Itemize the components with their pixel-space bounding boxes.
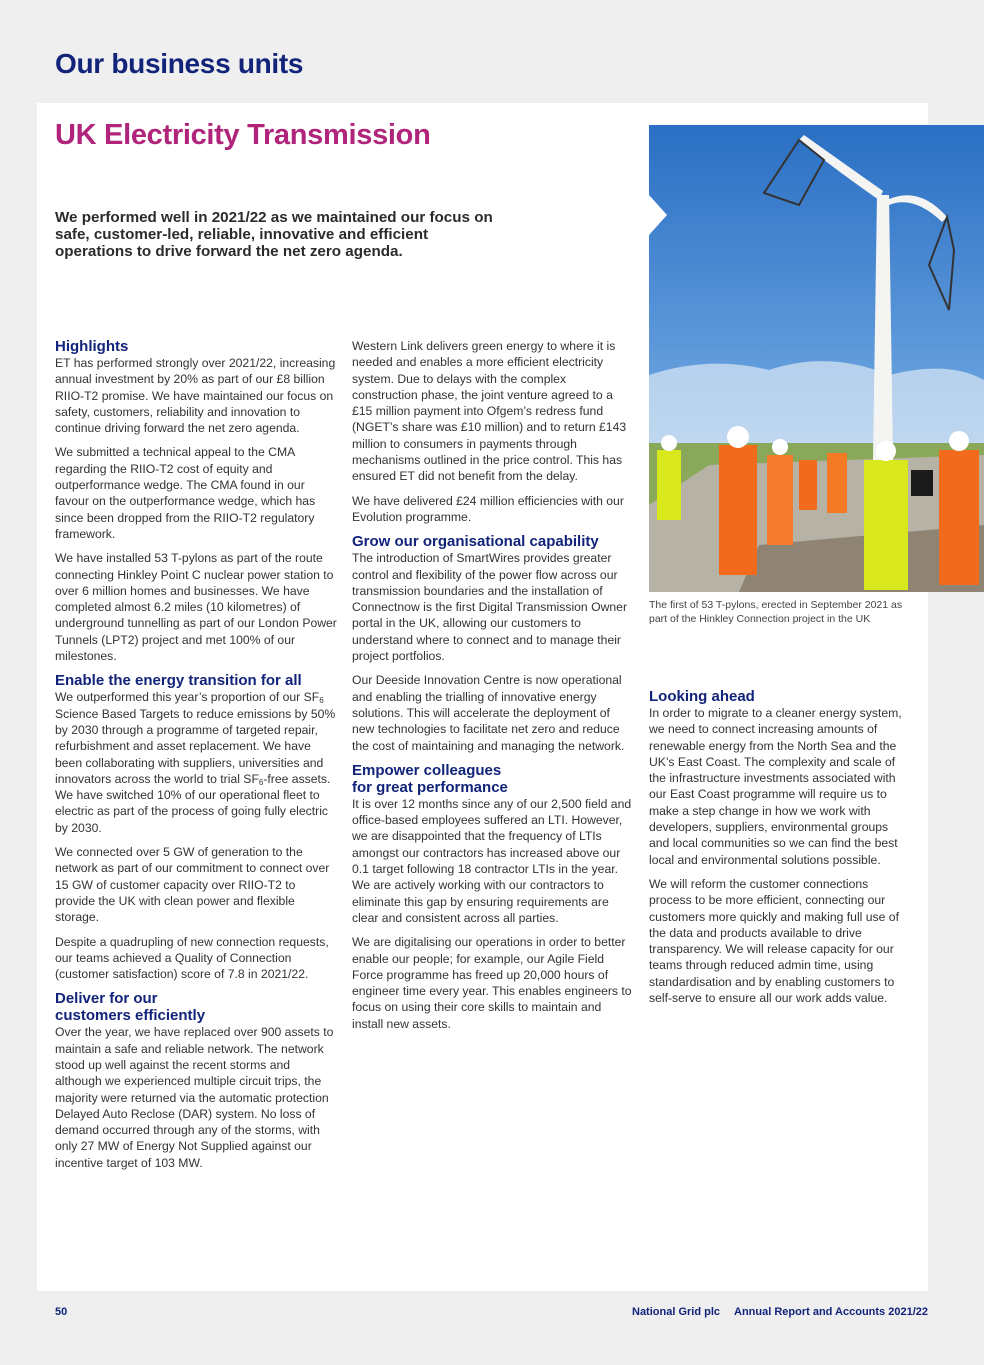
- paragraph: We will reform the customer connections process to be more efficient, connecting our customers more quickly and making full use of the data and products available to drive transparency. We will release capacity for our teams through reduced admin time, using standardisation and by enabling customers to self-serve to ensure all our work adds value.: [649, 876, 899, 1006]
- heading-line: customers efficiently: [55, 1007, 206, 1025]
- hard-hat: [727, 426, 749, 448]
- paragraph: Over the year, we have replaced over 900 assets to maintain a safe and reliable network. The network stood up well against the recent storms and although we experienced multiple circuit trips, the majority were returned via the automatic protection Delayed Auto Reclose (DAR) system. No loss of demand occurred through any of the storms, with only 27 MW of Energy Not Supplied against our incentive target of 103 MW.: [55, 1025, 334, 1170]
- heading-grow-capability: Grow our organisational capability: [352, 533, 599, 551]
- intro-paragraph: We performed well in 2021/22 as we maintained our focus on safe, customer-led, reliable, innovative and efficient operations to drive forward the net zero agenda.: [55, 209, 493, 260]
- paragraph: We are digitalising our operations in order to better enable our people; for example, our Agile Field Force programme has freed up 20,000 hours of engineer time every year. This enables engineers to focus on using their core skills to maintain and install new assets.: [352, 935, 632, 1031]
- paragraph: We connected over 5 GW of generation to the network as part of our commitment to connect over 15 GW of customer capacity over RIIO-T2 to provide the UK with clean power and flexible storage.: [55, 845, 330, 925]
- heading-highlights: Highlights: [55, 338, 129, 355]
- worker-orange: [939, 450, 979, 585]
- paragraph: Our Deeside Innovation Centre is now operational and enabling the trialling of innovative energy solutions. This will accelerate the deployment of new technologies to facilitate net zero and reduce the cost of maintaining and managing the network.: [352, 673, 625, 753]
- heading-line: for great performance: [352, 778, 508, 796]
- text-run: Science Based Targets to reduce emissions by 50% by 2030 through a programme of targeted repair, refurbishment and asset replacement. We have been collaborating with suppliers, universities and innovators across the world to trial SF: [55, 706, 336, 786]
- column-left: [55, 338, 337, 1179]
- paragraph: It is over 12 months since any of our 2,500 field and office-based employees suffered an LTI. However, we are disappointed that the frequency of LTIs amongst our contractors has increased above our 0.1 target following 18 contractor LTIs in the year. We are actively working with our contractors to eliminate this gap by ensuring requirements are clear and consistent across all parties.: [352, 796, 632, 925]
- unit-title: UK Electricity Transmission: [55, 119, 431, 151]
- cloud: [649, 361, 984, 445]
- subscript: 6: [319, 696, 324, 706]
- section-title: Our business units: [55, 48, 304, 79]
- worker-orange: [799, 460, 817, 510]
- heading-empower-colleagues: [352, 762, 634, 796]
- hard-hat: [949, 431, 969, 451]
- heading-line: Deliver for our: [55, 990, 158, 1008]
- paragraph: The introduction of SmartWires provides greater control and flexibility of the power flow across our transmission boundaries and the installation of Connectnow is the first Digital Transmission Owner portal in the UK, allowing our customers to understand where to connect and to manage their project portfolios.: [352, 551, 627, 664]
- text-run: We outperformed this year’s proportion of our SF: [55, 690, 320, 705]
- safety-sign: [911, 470, 933, 496]
- heading-line: Empower colleagues: [352, 761, 502, 779]
- paragraph: We submitted a technical appeal to the CMA regarding the RIIO-T2 cost of equity and outperformance wedge. The CMA found in our favour on the outperformance wedge, which has since been dropped from the RIIO-T2 regulatory framework.: [55, 445, 316, 541]
- t-pylon-illustration: [649, 125, 984, 592]
- worker-orange: [719, 445, 757, 575]
- heading-deliver-customers: [55, 990, 337, 1024]
- text-run: -free assets. We have switched 10% of our operational fleet to electric as part of the process of going fully electric by 2030.: [55, 771, 331, 835]
- heading-looking-ahead: Looking ahead: [649, 688, 755, 705]
- t-pylon-photo: [649, 125, 984, 592]
- hard-hat: [876, 441, 896, 461]
- worker-hivis-yellow: [864, 460, 908, 590]
- hard-hat: [772, 439, 788, 455]
- paragraph-sf6: [55, 689, 337, 836]
- footer-publication: [632, 1306, 928, 1318]
- heading-energy-transition: Enable the energy transition for all: [55, 672, 302, 690]
- paragraph: We have installed 53 T-pylons as part of the route connecting Hinkley Point C nuclear power station to over 6 million homes and businesses. We have completed almost 6.2 miles (10 kilometres) of underground tunnelling as part of our London Power Tunnels (LPT2) project and met 100% of our milestones.: [55, 551, 337, 664]
- footer-report: Annual Report and Accounts 2021/22: [734, 1306, 928, 1318]
- worker-hivis-yellow: [657, 450, 681, 520]
- paragraph: In order to migrate to a cleaner energy system, we need to connect increasing amounts of renewable energy from the North Sea and the UK’s East Coast. The complexity and scale of the infrastructure investments associated with our East Coast programme will require us to make a step change in how we work with developers, suppliers, environmental groups and local communities so we can find the best local and environmental solutions possible.: [649, 706, 902, 867]
- hard-hat: [661, 435, 677, 451]
- paragraph: Despite a quadrupling of new connection requests, our teams achieved a Quality of Connection (customer satisfaction) score of 7.8 in 2021/22.: [55, 934, 329, 982]
- column-middle: [352, 338, 634, 1040]
- paragraph: Western Link delivers green energy to where it is needed and enables a more efficient electricity system. Due to delays with the complex construction phase, the joint venture agreed to a £15 million payment into Ofgem’s redress fund (NGET’s share was £10 million) and to return £143 million to consumers in payments through mechanisms outlined in the price control. This has ensured ET did not benefit from the delay.: [352, 339, 627, 484]
- page-number: 50: [55, 1306, 68, 1318]
- photo-caption: The first of 53 T-pylons, erected in September 2021 as part of the Hinkley Connection project in the UK: [649, 599, 903, 625]
- worker-orange: [767, 455, 793, 545]
- worker-orange: [827, 453, 847, 513]
- paragraph: ET has performed strongly over 2021/22, increasing annual investment by 20% as part of our £8 billion RIIO-T2 promise. We have maintained our focus on safety, customers, reliability and innovation to continue driving forward the net zero agenda.: [55, 356, 336, 436]
- subscript: 6: [258, 777, 264, 787]
- footer-company: National Grid plc: [632, 1306, 721, 1318]
- paragraph: We have delivered £24 million efficiencies with our Evolution programme.: [352, 493, 624, 524]
- column-right: [649, 688, 911, 1014]
